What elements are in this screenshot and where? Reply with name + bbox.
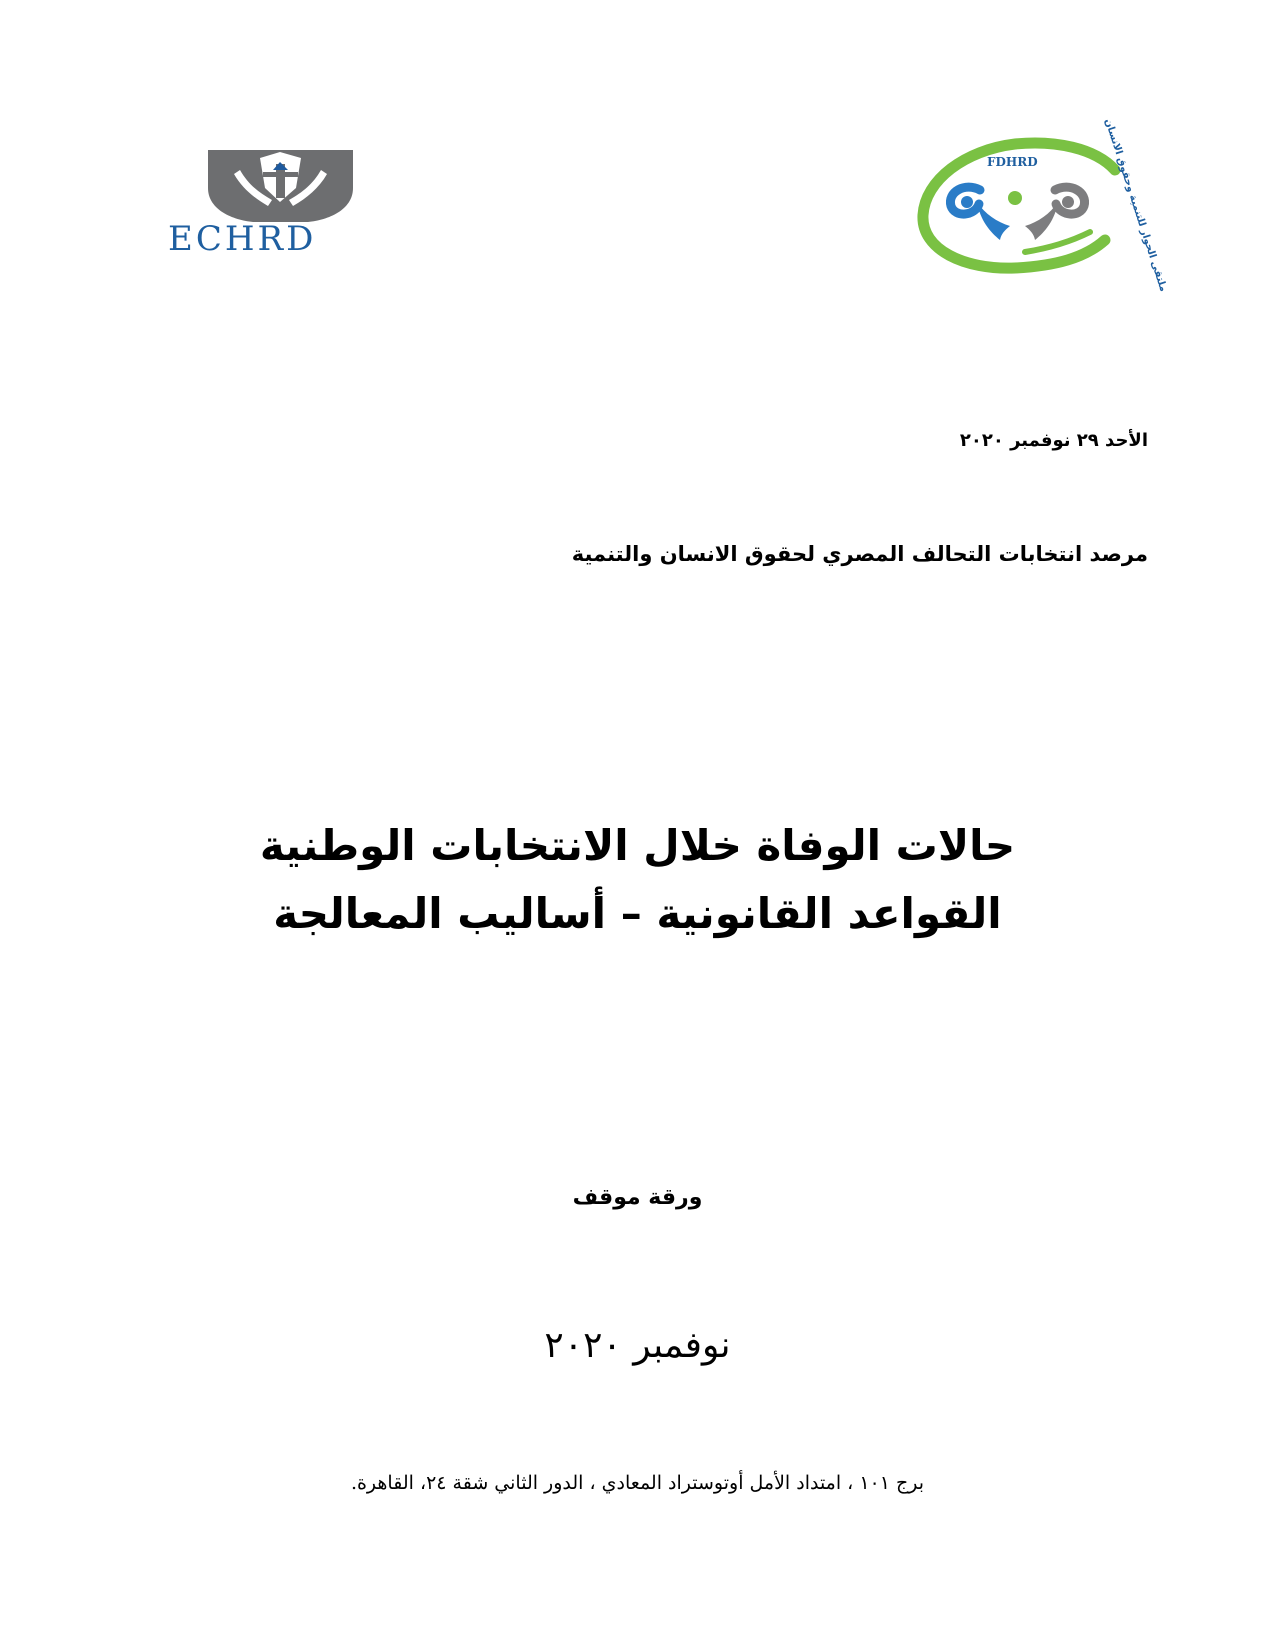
echrd-logo-text: ECHRD xyxy=(168,219,317,259)
fdhrd-logo xyxy=(905,117,1169,294)
fdhrd-logo-text: FDHRD xyxy=(987,155,1038,169)
title-line-2: القواعد القانونية – أساليب المعالجة xyxy=(273,889,1002,938)
echrd-logo xyxy=(168,150,418,259)
address: برج ١٠١ ، امتداد الأمل أوتوستراد المعادي ، الدور الثاني شقة ٢٤، القاهرة. xyxy=(350,1472,925,1494)
observatory-name: مرصد انتخابات التحالف المصري لحقوق الانسان والتنمية xyxy=(571,542,1148,566)
document-date: الأحد ٢٩ نوفمبر ٢٠٢٠ xyxy=(959,430,1148,451)
fdhrd-logo-arc-text: ملتقى الحوار للتنمية وحقوق الانسان xyxy=(1102,117,1169,294)
paper-type: ورقة موقف xyxy=(572,1185,703,1210)
document-title xyxy=(0,821,1275,961)
title-line-1: حالات الوفاة خلال الانتخابات الوطنية xyxy=(259,821,1016,870)
publication-date: نوفمبر ٢٠٢٠ xyxy=(544,1325,731,1366)
